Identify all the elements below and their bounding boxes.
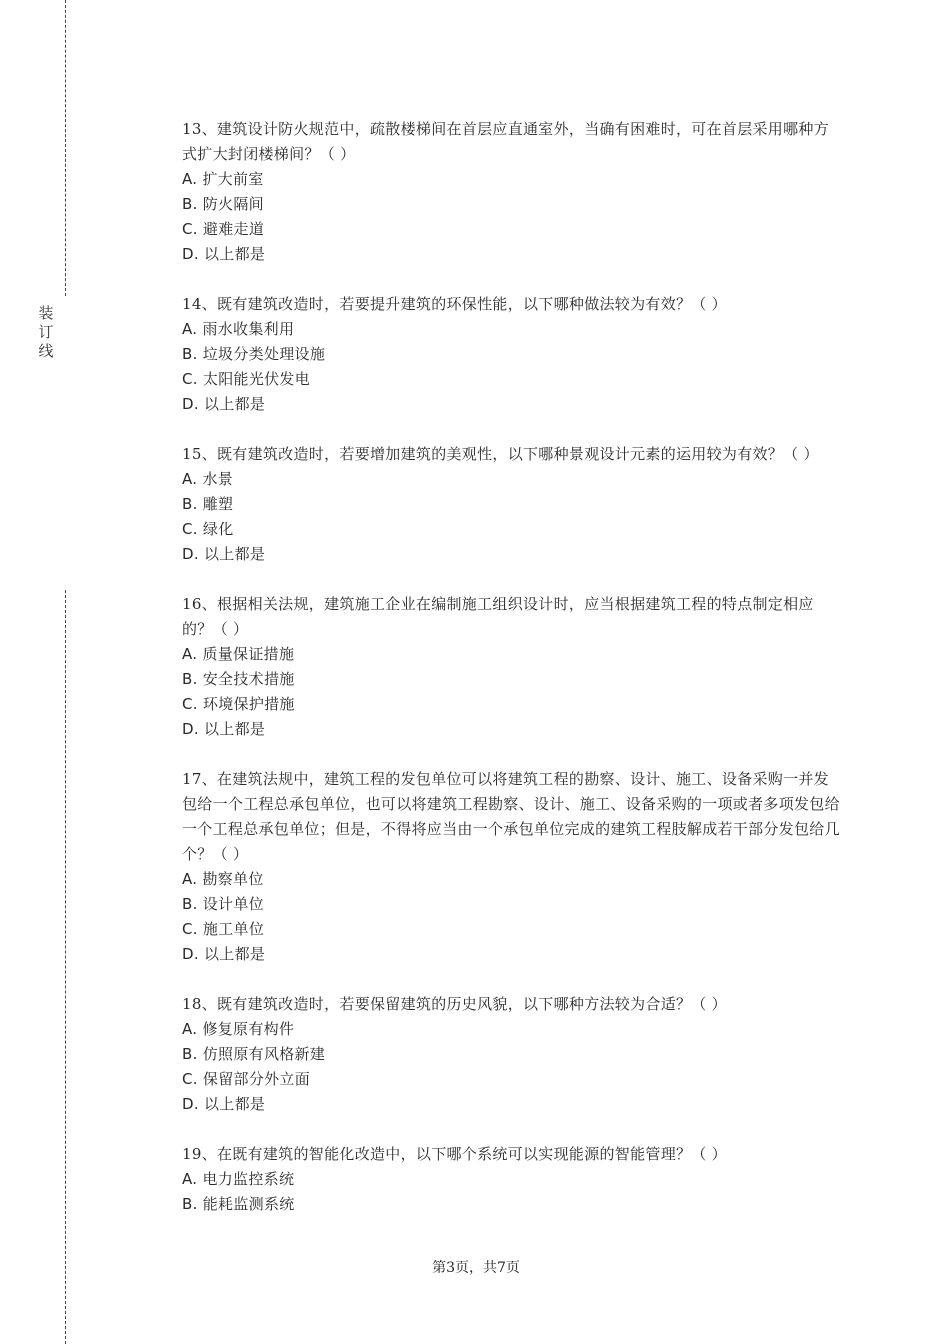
question-stem: 15、既有建筑改造时，若要增加建筑的美观性，以下哪种景观设计元素的运用较为有效？（ ）	[182, 445, 819, 463]
option-c: C. 施工单位	[182, 920, 265, 938]
question-stem: 14、既有建筑改造时，若要提升建筑的环保性能，以下哪种做法较为有效？（ ）	[182, 295, 727, 313]
binding-char: 订	[38, 323, 54, 341]
question-stem: 19、在既有建筑的智能化改造中，以下哪个系统可以实现能源的智能管理？（ ）	[182, 1145, 727, 1163]
binding-char: 线	[38, 342, 54, 360]
option-d: D. 以上都是	[182, 245, 266, 263]
option-a: A. 雨水收集利用	[182, 320, 295, 338]
option-b: B. 安全技术措施	[182, 670, 295, 688]
option-b: B. 仿照原有风格新建	[182, 1045, 326, 1063]
binding-line-top	[65, 0, 66, 296]
option-d: D. 以上都是	[182, 1095, 266, 1113]
question-stem: 18、既有建筑改造时，若要保留建筑的历史风貌，以下哪种方法较为合适？（ ）	[182, 995, 727, 1013]
option-c: C. 保留部分外立面	[182, 1070, 311, 1088]
question-16	[182, 592, 842, 742]
option-b: B. 雕塑	[182, 495, 234, 513]
binding-line-label	[36, 304, 56, 361]
question-list	[182, 117, 842, 1242]
option-a: A. 勘察单位	[182, 870, 264, 888]
question-18	[182, 992, 842, 1117]
option-a: A. 质量保证措施	[182, 645, 295, 663]
option-c: C. 太阳能光伏发电	[182, 370, 311, 388]
binding-char: 装	[38, 304, 54, 322]
question-stem: 17、在建筑法规中，建筑工程的发包单位可以将建筑工程的勘察、设计、施工、设备采购一并发包给一个工程总承包单位，也可以将建筑工程勘察、设计、施工、设备采购的一项或者多项发包给一个工程总承包单位；但是，不得将应当由一个承包单位完成的建筑工程肢解成若干部分发包给几个？（ ）	[182, 770, 840, 863]
option-b: B. 能耗监测系统	[182, 1195, 295, 1213]
question-13	[182, 117, 842, 267]
option-a: A. 修复原有构件	[182, 1020, 295, 1038]
option-c: C. 绿化	[182, 520, 234, 538]
option-a: A. 扩大前室	[182, 170, 264, 188]
option-c: C. 避难走道	[182, 220, 265, 238]
page-number: 第3页，共7页	[432, 1260, 520, 1276]
option-d: D. 以上都是	[182, 395, 266, 413]
option-b: B. 设计单位	[182, 895, 264, 913]
option-b: B. 垃圾分类处理设施	[182, 345, 326, 363]
option-a: A. 电力监控系统	[182, 1170, 295, 1188]
question-stem: 16、根据相关法规，建筑施工企业在编制施工组织设计时，应当根据建筑工程的特点制定相应的？（ ）	[182, 595, 814, 638]
option-a: A. 水景	[182, 470, 234, 488]
question-stem: 13、建筑设计防火规范中，疏散楼梯间在首层应直通室外，当确有困难时，可在首层采用哪种方式扩大封闭楼梯间？（ ）	[182, 120, 829, 163]
question-15	[182, 442, 842, 567]
question-17	[182, 767, 842, 967]
page-footer	[0, 1257, 950, 1277]
option-d: D. 以上都是	[182, 545, 266, 563]
option-b: B. 防火隔间	[182, 195, 264, 213]
question-14	[182, 292, 842, 417]
binding-line-bottom	[65, 590, 66, 1344]
option-d: D. 以上都是	[182, 720, 266, 738]
question-19	[182, 1142, 842, 1217]
option-c: C. 环境保护措施	[182, 695, 295, 713]
option-d: D. 以上都是	[182, 945, 266, 963]
